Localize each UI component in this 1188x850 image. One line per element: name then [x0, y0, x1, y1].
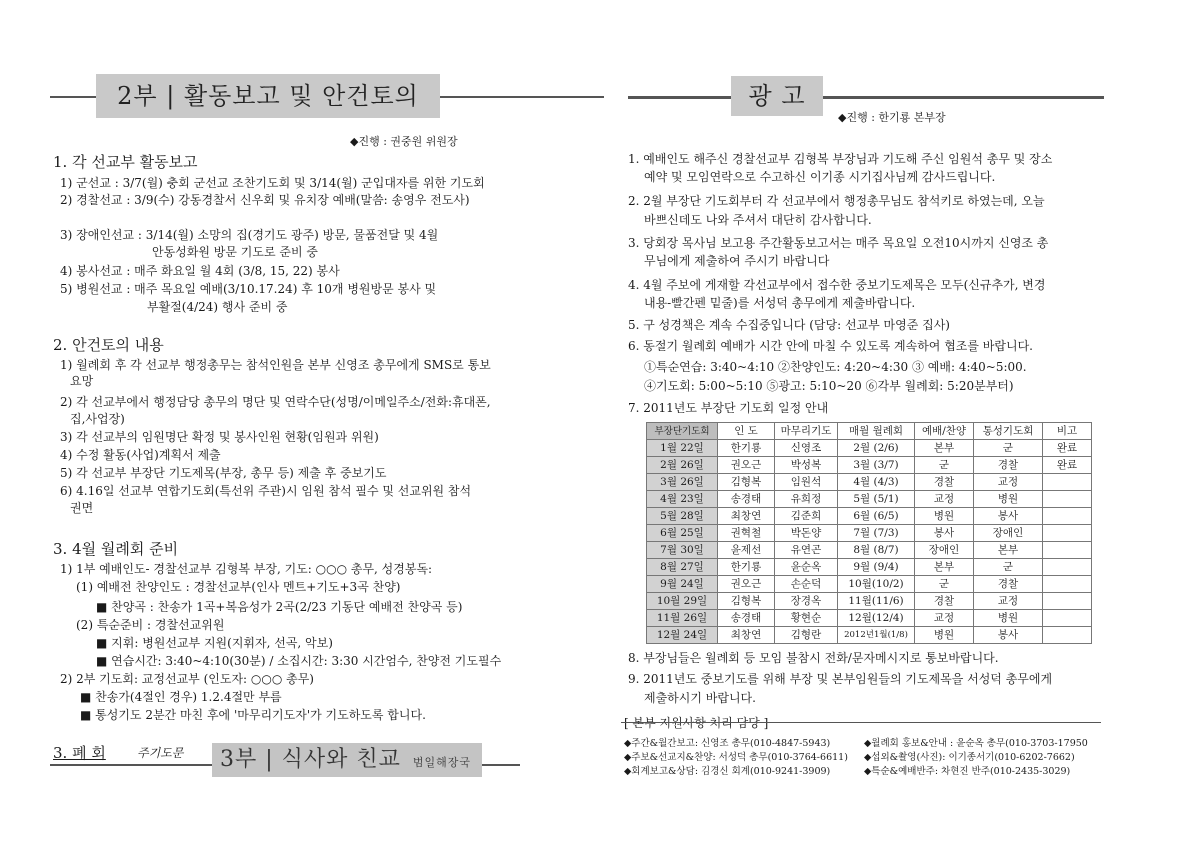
s2-item: 5) 각 선교부 부장단 기도제목(부장, 총무 등) 제출 후 중보기도 — [60, 466, 387, 480]
table-cell: 황현순 — [775, 610, 838, 627]
table-cell: 2월 26일 — [647, 457, 718, 474]
table-cell: 김형복 — [718, 474, 775, 491]
s3-item: (2) 특순준비 : 경찰선교위원 — [76, 618, 225, 632]
th: 마무리기도 — [775, 423, 838, 440]
s3-item: 2) 2부 기도회: 교정선교부 (인도자: ○○○ 총무) — [60, 672, 314, 686]
table-cell — [1043, 559, 1092, 576]
table-cell: 군 — [974, 559, 1043, 576]
table-row — [647, 491, 1092, 508]
notice-item: 4. 4월 주보에 게재할 각선교부에서 접수한 중보기도제목은 모두(신규추가, 변경 — [628, 278, 1046, 292]
table-row — [647, 457, 1092, 474]
table-cell: 12월 24일 — [647, 627, 718, 644]
table-cell: 9월 (9/4) — [838, 559, 915, 576]
table-cell: 장경옥 — [775, 593, 838, 610]
s3-item: ■ 찬송가(4절인 경우) 1.2.4절만 부름 — [80, 690, 282, 704]
s2-item: 3) 각 선교부의 임원명단 확정 및 봉사인원 현황(임원과 위원) — [60, 430, 379, 444]
table-cell: 김형복 — [718, 593, 775, 610]
notice-item: ④기도회: 5:00~5:10 ⑤광고: 5:10~20 ⑥각부 월례회: 5:20분부터) — [644, 379, 1014, 393]
table-row — [647, 508, 1092, 525]
right-header-rule — [628, 96, 1104, 99]
table-cell: 군 — [915, 457, 974, 474]
notice-item: 8. 부장님들은 월례회 등 모임 불참시 전화/문자메시지로 통보바랍니다. — [628, 651, 999, 665]
s1-item: 3) 장애인선교 : 3/14(월) 소망의 집(경기도 광주) 방문, 물품전달 및 4월 — [60, 228, 439, 242]
table-cell: 경찰 — [974, 576, 1043, 593]
left-banner: 2부 | 활동보고 및 안건토의 — [96, 74, 440, 118]
s3-item: ■ 지휘: 병원선교부 지원(지휘자, 선곡, 악보) — [96, 636, 333, 650]
notice-item: 무님에게 제출하여 주시기 바랍니다 — [644, 254, 830, 268]
notice-item: 7. 2011년도 부장단 기도회 일정 안내 — [628, 401, 829, 415]
table-cell: 유희정 — [775, 491, 838, 508]
s3-item: (1) 예배전 찬양인도 : 경찰선교부(인사 멘트+기도+3곡 찬양) — [76, 580, 401, 594]
th: 비고 — [1043, 423, 1092, 440]
table-cell: 1월 22일 — [647, 440, 718, 457]
s2-item: 집,사업장) — [70, 412, 125, 426]
left-moderator: ◆진행 : 권중원 위원장 — [350, 135, 458, 148]
s1-item: 5) 병원선교 : 매주 목요일 예배(3/10.17.24) 후 10개 병원방문 봉사 및 — [60, 282, 437, 296]
th: 인 도 — [718, 423, 775, 440]
part3-banner — [212, 743, 482, 777]
contact-item: ◆회계보고&상담: 김경신 회계(010-9241-3909) — [624, 766, 831, 777]
table-cell: 김준희 — [775, 508, 838, 525]
table-cell: 권오근 — [718, 457, 775, 474]
table-cell: 3월 (3/7) — [838, 457, 915, 474]
table-row — [647, 559, 1092, 576]
table-cell: 2월 (2/6) — [838, 440, 915, 457]
table-cell — [1043, 610, 1092, 627]
table-cell: 최창연 — [718, 508, 775, 525]
s3-item: ■ 연습시간: 3:40~4:10(30분) / 소집시간: 3:30 시간엄수, 찬양전 기도필수 — [96, 654, 502, 668]
table-cell: 송경태 — [718, 610, 775, 627]
table-cell: 임원석 — [775, 474, 838, 491]
table-cell: 봉사 — [974, 627, 1043, 644]
table-cell: 박성복 — [775, 457, 838, 474]
table-cell: 3월 26일 — [647, 474, 718, 491]
table-cell — [1043, 593, 1092, 610]
table-row — [647, 440, 1092, 457]
part3-venue: 범일해장국 — [412, 756, 472, 769]
table-cell: 김형란 — [775, 627, 838, 644]
table-cell — [1043, 627, 1092, 644]
table-cell: 5월 (5/1) — [838, 491, 915, 508]
th: 매월 월례회 — [838, 423, 915, 440]
table-cell: 장애인 — [915, 542, 974, 559]
table-cell: 11월 26일 — [647, 610, 718, 627]
notice-item: 바쁘신데도 나와 주셔서 대단히 감사합니다. — [644, 213, 872, 227]
right-banner: 광 고 — [731, 76, 823, 116]
s1-item: 2) 경찰선교 : 3/9(수) 강동경찰서 신우회 및 유치장 예배(말씀: 송영우 전도사) — [60, 193, 470, 207]
contact-item: ◆섭외&촬영(사진): 이기종서기(010-6202-7662) — [864, 752, 1075, 763]
notice-item: 2. 2월 부장단 기도회부터 각 선교부에서 행정총무님도 참석키로 하였는데, 오늘 — [628, 194, 1045, 208]
s2-item: 1) 월례회 후 각 선교부 행정총무는 참석인원을 본부 신영조 총무에게 SMS로 통보 — [60, 358, 491, 372]
table-cell: 6월 (6/5) — [838, 508, 915, 525]
th: 부장단기도회 — [647, 423, 718, 440]
th: 통성기도회 — [974, 423, 1043, 440]
contact-item: ◆주간&월간보고: 신영조 총무(010-4847-5943) — [624, 738, 831, 749]
table-row — [647, 474, 1092, 491]
table-cell: 한기룡 — [718, 559, 775, 576]
table-cell: 군 — [974, 440, 1043, 457]
table-cell: 장애인 — [974, 525, 1043, 542]
table-cell: 신영조 — [775, 440, 838, 457]
table-header-row — [647, 423, 1092, 440]
table-cell: 권혁철 — [718, 525, 775, 542]
table-cell — [1043, 491, 1092, 508]
table-cell: 봉사 — [915, 525, 974, 542]
table-cell: 완료 — [1043, 457, 1092, 474]
s2-item: 6) 4.16일 선교부 연합기도회(특선위 주관)시 임원 참석 필수 및 선교위원 참석 — [60, 484, 472, 498]
table-cell: 9월 24일 — [647, 576, 718, 593]
contact-item: ◆주보&선교지&찬양: 서성덕 총무(010-3764-6611) — [624, 752, 848, 763]
notice-item: 5. 구 성경책은 계속 수집중입니다 (담당: 선교부 마영준 집사) — [628, 318, 950, 332]
table-cell: 송경태 — [718, 491, 775, 508]
table-row — [647, 576, 1092, 593]
table-cell: 교정 — [974, 593, 1043, 610]
table-cell — [1043, 542, 1092, 559]
table-cell: 권오근 — [718, 576, 775, 593]
table-cell: 교정 — [915, 610, 974, 627]
table-cell: 8월 27일 — [647, 559, 718, 576]
table-cell: 윤순옥 — [775, 559, 838, 576]
table-cell: 유연곤 — [775, 542, 838, 559]
table-cell: 본부 — [974, 542, 1043, 559]
notice-item: 1. 예배인도 해주신 경찰선교부 김형복 부장님과 기도해 주신 임원석 총무 및 장소 — [628, 152, 1053, 166]
table-cell: 12월(12/4) — [838, 610, 915, 627]
notice-item: ①특순연습: 3:40~4:10 ②찬양인도: 4:20~4:30 ③ 예배: 4:40~5:00. — [644, 360, 1027, 374]
closing-subtitle: 주기도문 — [137, 746, 184, 760]
table-row — [647, 610, 1092, 627]
s1-item: 안동성화원 방문 기도로 준비 중 — [152, 245, 318, 259]
contact-item: ◆월례회 홍보&안내 : 윤순옥 총무(010-3703-17950 — [864, 738, 1088, 749]
s3-item: ■ 찬양곡 : 찬송가 1곡+복음성가 2곡(2/23 기동단 예배전 찬양곡 등) — [96, 600, 463, 614]
table-cell: 교정 — [974, 474, 1043, 491]
part3-title: 3부 | 식사와 친교 — [220, 747, 401, 772]
s2-item: 요망 — [70, 374, 94, 388]
table-row — [647, 627, 1092, 644]
table-cell: 2012년1월(1/8) — [838, 627, 915, 644]
section1-title: 1. 각 선교부 활동보고 — [53, 153, 198, 171]
table-cell: 본부 — [915, 440, 974, 457]
table-cell — [1043, 525, 1092, 542]
table-cell: 박돈양 — [775, 525, 838, 542]
table-cell: 한기룡 — [718, 440, 775, 457]
notice-item: 제출하시기 바랍니다. — [644, 691, 756, 705]
table-row — [647, 542, 1092, 559]
table-cell: 4월 (4/3) — [838, 474, 915, 491]
table-cell: 손순덕 — [775, 576, 838, 593]
table-cell: 11월(11/6) — [838, 593, 915, 610]
closing-title: 3. 폐 회 — [53, 744, 106, 762]
table-cell: 병원 — [915, 627, 974, 644]
th: 예배/찬양 — [915, 423, 974, 440]
table-cell — [1043, 508, 1092, 525]
table-cell: 8월 (8/7) — [838, 542, 915, 559]
table-cell: 군 — [915, 576, 974, 593]
s1-item: 4) 봉사선교 : 매주 화요일 월 4회 (3/8, 15, 22) 봉사 — [60, 264, 340, 278]
s3-item: ■ 통성기도 2분간 마친 후에 '마무리기도자'가 기도하도록 합니다. — [80, 708, 426, 722]
schedule-table — [646, 422, 1092, 644]
table-cell: 경찰 — [915, 474, 974, 491]
table-cell: 경찰 — [915, 593, 974, 610]
table-cell: 경찰 — [974, 457, 1043, 474]
contact-item: ◆특순&예배반주: 차현진 반주(010-2435-3029) — [864, 766, 1071, 777]
right-moderator: ◆진행 : 한기룡 본부장 — [838, 111, 946, 124]
table-row — [647, 525, 1092, 542]
table-cell: 10월 29일 — [647, 593, 718, 610]
s3-item: 1) 1부 예배인도- 경찰선교부 김형복 부장, 기도: ○○○ 총무, 성경봉독: — [60, 562, 433, 576]
table-cell: 6월 25일 — [647, 525, 718, 542]
table-cell: 7월 30일 — [647, 542, 718, 559]
notice-item: 9. 2011년도 중보기도를 위해 부장 및 본부임원들의 기도제목을 서성덕 총무에게 — [628, 672, 1053, 686]
table-cell: 10월(10/2) — [838, 576, 915, 593]
table-cell: 최창연 — [718, 627, 775, 644]
table-cell: 병원 — [974, 491, 1043, 508]
table-cell — [1043, 576, 1092, 593]
table-cell: 병원 — [915, 508, 974, 525]
table-cell: 윤제선 — [718, 542, 775, 559]
table-cell: 4월 23일 — [647, 491, 718, 508]
s1-item: 1) 군선교 : 3/7(월) 충회 군선교 조찬기도회 및 3/14(월) 군입대자를 위한 기도회 — [60, 176, 485, 190]
contacts-title: [ 본부 지원사항 처리 담당 ] — [624, 716, 772, 731]
table-cell: 완료 — [1043, 440, 1092, 457]
notice-item: 예약 및 모임연락으로 수고하신 이기종 시기집사님께 감사드립니다. — [644, 170, 996, 184]
notice-item: 6. 동절기 월례회 예배가 시간 안에 마칠 수 있도록 계속하여 협조를 바랍니다. — [628, 339, 1033, 353]
s2-item: 권면 — [70, 501, 94, 515]
table-cell: 봉사 — [974, 508, 1043, 525]
table-cell: 5월 28일 — [647, 508, 718, 525]
s2-item: 2) 각 선교부에서 행정담당 총무의 명단 및 연락수단(성명/이메일주소/전화:휴대폰, — [60, 395, 491, 409]
s1-item: 부활절(4/24) 행사 준비 중 — [147, 300, 288, 314]
section2-title: 2. 안건토의 내용 — [53, 336, 164, 354]
notice-item: 3. 당회장 목사님 보고용 주간활동보고서는 매주 목요일 오전10시까지 신영조 총 — [628, 236, 1049, 250]
section3-title: 3. 4월 월례회 준비 — [53, 540, 179, 558]
notice-item: 내용-빨간펜 밑줄)를 서성덕 총무에게 제출바랍니다. — [644, 296, 916, 310]
table-cell: 본부 — [915, 559, 974, 576]
table-cell: 병원 — [974, 610, 1043, 627]
table-row — [647, 593, 1092, 610]
s2-item: 4) 수정 활동(사업)계획서 제출 — [60, 448, 221, 462]
table-cell: 교정 — [915, 491, 974, 508]
table-cell: 7월 (7/3) — [838, 525, 915, 542]
table-cell — [1043, 474, 1092, 491]
